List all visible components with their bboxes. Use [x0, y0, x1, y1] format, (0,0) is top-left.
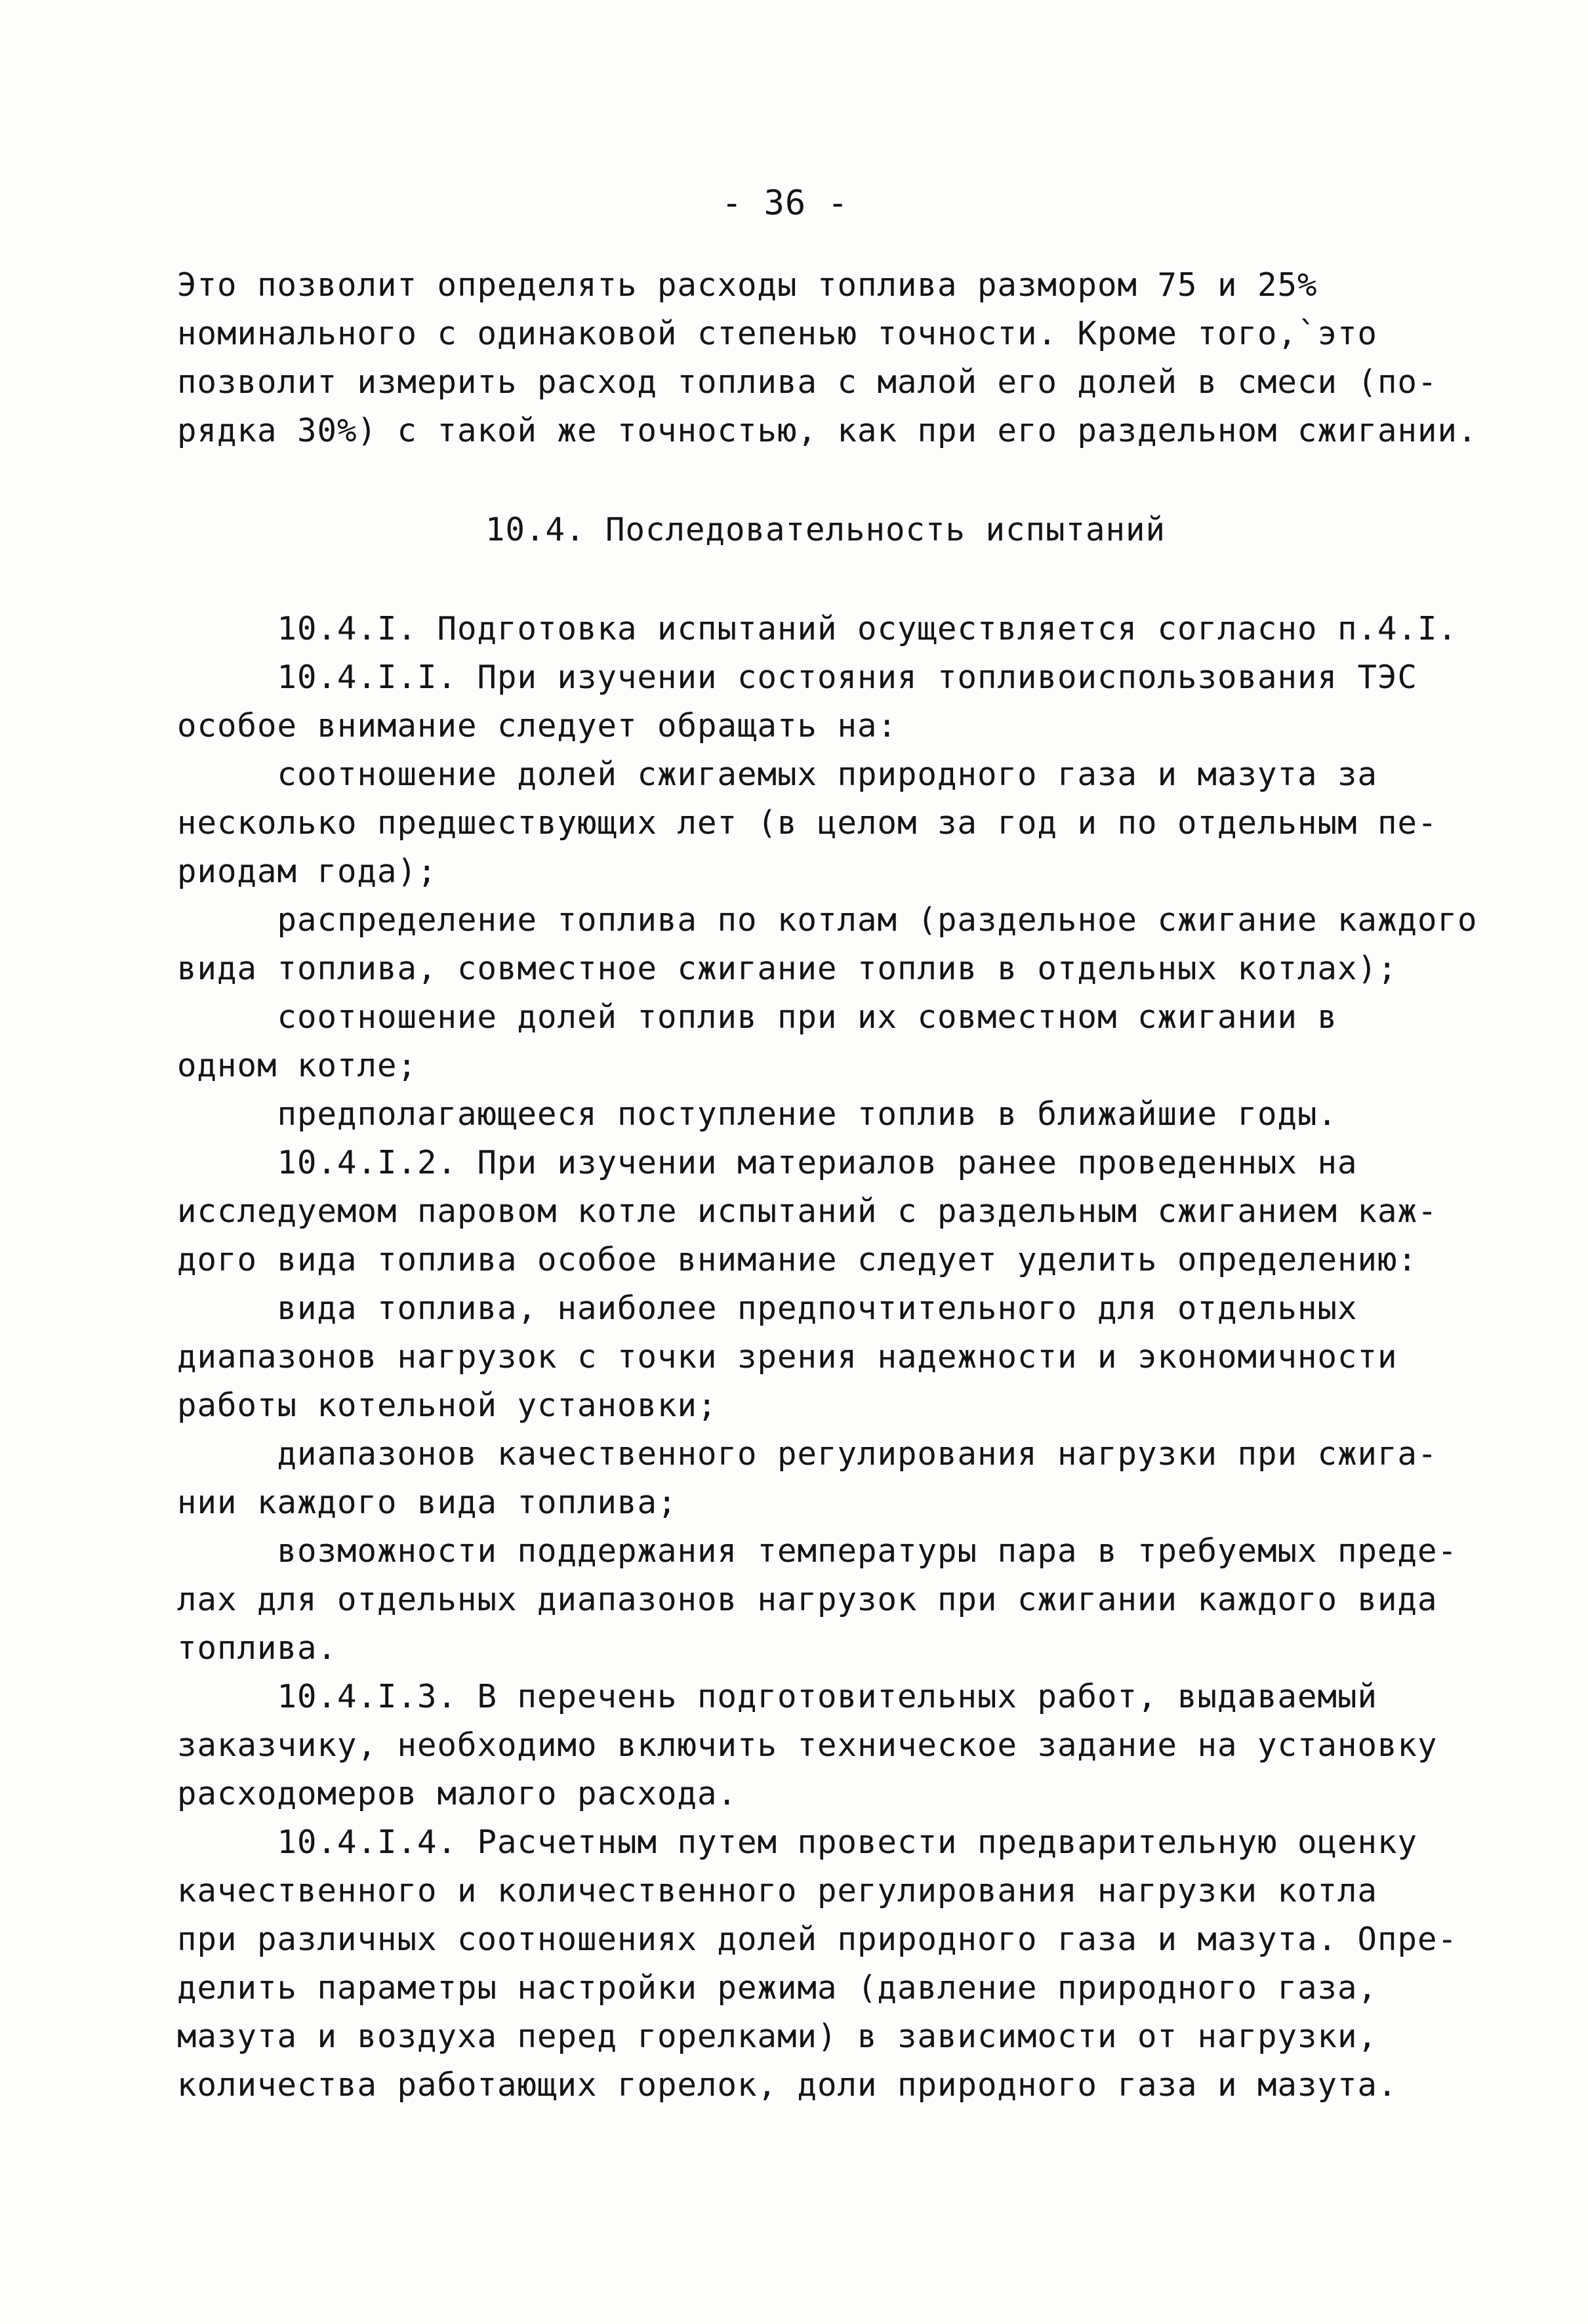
text-line: номинального с одинаковой степенью точности. Кроме того,`это — [177, 315, 1378, 352]
text-line: при различных соотношениях долей природного газа и мазута. Опре- — [177, 1921, 1458, 1958]
section-heading: 10.4. Последовательность испытаний — [485, 511, 1166, 548]
text-line: Это позволит определять расходы топлива размором 75 и 25% — [177, 266, 1318, 304]
text-line: нии каждого вида топлива; — [177, 1484, 678, 1521]
text-line: 10.4.I.4. Расчетным путем провести предварительную оценку — [177, 1824, 1418, 1861]
text-line: вида топлива, наиболее предпочтительного для отдельных — [177, 1290, 1358, 1327]
text-line: диапазонов нагрузок с точки зрения надежности и экономичности — [177, 1338, 1398, 1376]
text-line: исследуемом паровом котле испытаний с раздельным сжиганием каж- — [177, 1193, 1438, 1230]
text-line: дого вида топлива особое внимание следует уделить определению: — [177, 1241, 1418, 1278]
text-line: особое внимание следует обращать на: — [177, 707, 898, 744]
text-line: 10.4.I.2. При изучении материалов ранее проведенных на — [177, 1144, 1358, 1181]
text-line: рядка 30%) с такой же точностью, как при его раздельном сжигании. — [177, 412, 1478, 449]
text-line: топлива. — [177, 1629, 338, 1667]
text-line: несколько предшествующих лет (в целом за год и по отдельным пе- — [177, 804, 1438, 842]
text-line: соотношение долей топлив при их совместном сжигании в — [177, 998, 1338, 1036]
text-line: возможности поддержания температуры пара в требуемых преде- — [177, 1532, 1458, 1570]
text-line: соотношение долей сжигаемых природного газа и мазута за — [177, 756, 1378, 793]
text-line: одном котле; — [177, 1047, 418, 1084]
text-line: позволит измерить расход топлива с малой его долей в смеси (по- — [177, 363, 1438, 401]
text-line: предполагающееся поступление топлив в ближайшие годы. — [177, 1095, 1338, 1133]
text-line: 10.4.I.I. При изучении состояния топливоиспользования ТЭС — [177, 659, 1418, 696]
text-line: заказчику, необходимо включить техническое задание на установку — [177, 1726, 1438, 1764]
text-line: расходомеров малого расхода. — [177, 1775, 738, 1812]
text-line: делить параметры настройки режима (давление природного газа, — [177, 1969, 1378, 2007]
text-line: количества работающих горелок, доли природного газа и мазута. — [177, 2066, 1398, 2104]
text-line: лах для отдельных диапазонов нагрузок при сжигании каждого вида — [177, 1581, 1438, 1618]
text-line: вида топлива, совместное сжигание топлив в отдельных котлах); — [177, 950, 1398, 987]
text-line: мазута и воздуха перед горелками) в зависимости от нагрузки, — [177, 2018, 1378, 2055]
page-number: - 36 - — [722, 184, 849, 223]
text-line: 10.4.I. Подготовка испытаний осуществляется согласно п.4.I. — [177, 610, 1458, 647]
text-line: 10.4.I.3. В перечень подготовительных работ, выдаваемый — [177, 1678, 1378, 1715]
text-line: диапазонов качественного регулирования нагрузки при сжига- — [177, 1435, 1438, 1473]
text-line: работы котельной установки; — [177, 1387, 718, 1424]
text-line: риодам года); — [177, 853, 438, 890]
text-line: распределение топлива по котлам (раздельное сжигание каждого — [177, 901, 1478, 939]
text-line: качественного и количественного регулирования нагрузки котла — [177, 1872, 1378, 1909]
